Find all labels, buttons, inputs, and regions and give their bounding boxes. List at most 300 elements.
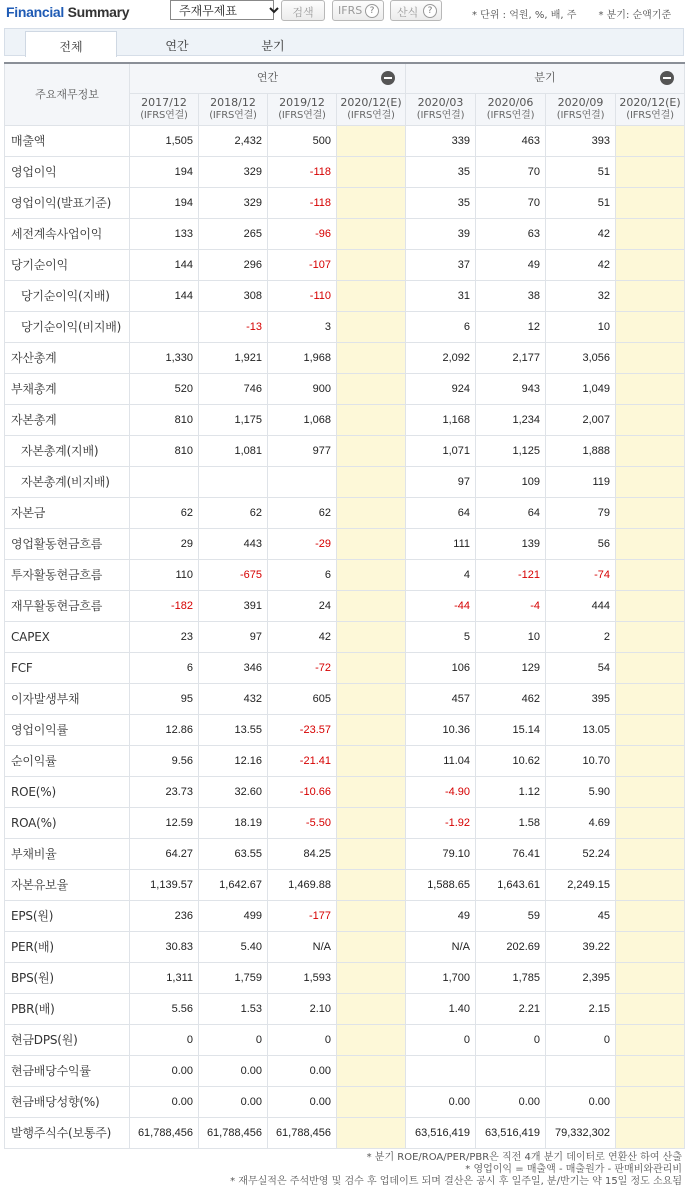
- table-cell: 463: [476, 125, 546, 156]
- table-cell: 1,139.57: [130, 869, 199, 900]
- table-cell: 1,888: [546, 435, 616, 466]
- tab-all[interactable]: 전체: [25, 31, 117, 57]
- table-cell: 144: [130, 280, 199, 311]
- statement-type-select[interactable]: [170, 0, 274, 20]
- table-cell: 54: [546, 652, 616, 683]
- table-cell: [337, 1086, 406, 1117]
- table-cell: 70: [476, 156, 546, 187]
- table-cell: 1.40: [406, 993, 476, 1024]
- table-cell: 462: [476, 683, 546, 714]
- table-cell: 70: [476, 187, 546, 218]
- tab-quarter[interactable]: 분기: [261, 39, 285, 53]
- quarter-group-header: [406, 63, 685, 93]
- table-cell: [616, 993, 685, 1024]
- table-cell: [616, 528, 685, 559]
- table-row: [5, 404, 685, 435]
- table-cell: 76.41: [476, 838, 546, 869]
- column-header: [337, 93, 406, 125]
- row-label: 자본총계: [5, 404, 130, 435]
- table-cell: 432: [199, 683, 268, 714]
- quarter-group-label: 분기: [534, 71, 556, 85]
- table-cell: 746: [199, 373, 268, 404]
- table-cell: 1,469.88: [268, 869, 337, 900]
- column-period: 2017/12: [141, 96, 187, 109]
- table-cell: [337, 621, 406, 652]
- table-cell: 29: [130, 528, 199, 559]
- table-cell: -4: [476, 590, 546, 621]
- table-cell: [130, 311, 199, 342]
- table-cell: -29: [268, 528, 337, 559]
- table-row: [5, 900, 685, 931]
- brand-financial: Financial: [6, 4, 64, 20]
- table-cell: [337, 187, 406, 218]
- table-row: [5, 869, 685, 900]
- page-title: [6, 4, 129, 20]
- table-cell: 924: [406, 373, 476, 404]
- table-cell: -5.50: [268, 807, 337, 838]
- table-cell: 56: [546, 528, 616, 559]
- table-cell: 1,968: [268, 342, 337, 373]
- table-cell: 810: [130, 435, 199, 466]
- ifrs-help-button[interactable]: [332, 0, 384, 21]
- table-cell: 0.00: [199, 1055, 268, 1086]
- table-cell: -675: [199, 559, 268, 590]
- table-row: [5, 652, 685, 683]
- table-cell: 110: [130, 559, 199, 590]
- table-cell: 37: [406, 249, 476, 280]
- table-cell: 106: [406, 652, 476, 683]
- table-cell: 5.90: [546, 776, 616, 807]
- table-row: [5, 1024, 685, 1055]
- table-cell: 2: [546, 621, 616, 652]
- table-cell: [199, 466, 268, 497]
- table-cell: 6: [268, 559, 337, 590]
- table-row: [5, 1055, 685, 1086]
- column-basis: (IFRS연결): [416, 110, 465, 121]
- table-cell: [616, 559, 685, 590]
- table-cell: 5.40: [199, 931, 268, 962]
- table-cell: 129: [476, 652, 546, 683]
- table-cell: [337, 590, 406, 621]
- column-header: [406, 93, 476, 125]
- table-cell: 1,234: [476, 404, 546, 435]
- table-cell: [337, 869, 406, 900]
- table-cell: 49: [406, 900, 476, 931]
- statement-type-value: 주재무제표: [179, 4, 237, 18]
- table-cell: 265: [199, 218, 268, 249]
- table-cell: [616, 807, 685, 838]
- collapse-annual-icon[interactable]: [381, 71, 395, 85]
- table-cell: 11.04: [406, 745, 476, 776]
- table-cell: 62: [130, 497, 199, 528]
- row-label: 자본총계(지배): [5, 435, 130, 466]
- table-cell: 6: [130, 652, 199, 683]
- table-cell: [616, 373, 685, 404]
- row-label: 영업이익(발표기준): [5, 187, 130, 218]
- row-label: 자산총계: [5, 342, 130, 373]
- row-label: 영업이익률: [5, 714, 130, 745]
- row-label: 매출액: [5, 125, 130, 156]
- row-label: 현금DPS(원): [5, 1024, 130, 1055]
- table-cell: [616, 1117, 685, 1148]
- table-row: [5, 280, 685, 311]
- table-cell: [616, 280, 685, 311]
- table-cell: 111: [406, 528, 476, 559]
- column-header: [476, 93, 546, 125]
- table-cell: [337, 714, 406, 745]
- table-cell: 2.21: [476, 993, 546, 1024]
- column-period: 2020/12(E): [340, 96, 402, 109]
- table-cell: [337, 280, 406, 311]
- table-cell: 2.10: [268, 993, 337, 1024]
- table-cell: [546, 1055, 616, 1086]
- table-cell: 39: [406, 218, 476, 249]
- table-cell: [337, 404, 406, 435]
- table-cell: [616, 776, 685, 807]
- table-cell: [337, 931, 406, 962]
- table-cell: 79.10: [406, 838, 476, 869]
- table-cell: 9.56: [130, 745, 199, 776]
- table-cell: 900: [268, 373, 337, 404]
- table-cell: -72: [268, 652, 337, 683]
- row-label: 현금배당성향(%): [5, 1086, 130, 1117]
- row-label: 당기순이익: [5, 249, 130, 280]
- table-cell: 1.53: [199, 993, 268, 1024]
- table-cell: 1,068: [268, 404, 337, 435]
- table-cell: 63,516,419: [406, 1117, 476, 1148]
- ifrs-button-label: IFRS: [338, 4, 363, 17]
- table-cell: 0.00: [406, 1086, 476, 1117]
- table-cell: 62: [199, 497, 268, 528]
- table-cell: 1,049: [546, 373, 616, 404]
- table-cell: 500: [268, 125, 337, 156]
- table-cell: 1,175: [199, 404, 268, 435]
- row-label: 발행주식수(보통주): [5, 1117, 130, 1148]
- table-cell: 1,642.67: [199, 869, 268, 900]
- table-cell: 10.62: [476, 745, 546, 776]
- annual-group-header: [130, 63, 406, 93]
- table-cell: 2.15: [546, 993, 616, 1024]
- table-cell: 49: [476, 249, 546, 280]
- table-cell: [616, 187, 685, 218]
- column-basis: (IFRS연결): [556, 110, 605, 121]
- table-row: [5, 776, 685, 807]
- table-cell: 10: [546, 311, 616, 342]
- table-row: [5, 1117, 685, 1148]
- table-cell: 1.58: [476, 807, 546, 838]
- table-cell: [616, 1024, 685, 1055]
- table-cell: 1,081: [199, 435, 268, 466]
- table-row: [5, 528, 685, 559]
- column-header: [268, 93, 337, 125]
- table-cell: 32: [546, 280, 616, 311]
- table-cell: 6: [406, 311, 476, 342]
- table-cell: 1,593: [268, 962, 337, 993]
- table-cell: 18.19: [199, 807, 268, 838]
- table-cell: [337, 1024, 406, 1055]
- table-cell: 144: [130, 249, 199, 280]
- table-cell: [616, 311, 685, 342]
- table-cell: 52.24: [546, 838, 616, 869]
- table-cell: 0.00: [268, 1086, 337, 1117]
- table-cell: 1,311: [130, 962, 199, 993]
- table-cell: [268, 466, 337, 497]
- table-cell: 97: [406, 466, 476, 497]
- table-cell: [616, 900, 685, 931]
- footnote: * 재무실적은 주석반영 및 검수 후 업데이트 되며 결산은 공시 후 일주일, 분/반기는 약 15일 정도 소요됨: [230, 1176, 682, 1187]
- table-cell: 2,395: [546, 962, 616, 993]
- table-cell: 1,330: [130, 342, 199, 373]
- table-cell: 0: [130, 1024, 199, 1055]
- table-cell: 194: [130, 187, 199, 218]
- column-basis: (IFRS연결): [209, 110, 257, 121]
- table-cell: N/A: [268, 931, 337, 962]
- table-cell: 109: [476, 466, 546, 497]
- table-cell: [616, 621, 685, 652]
- row-label: 자본유보율: [5, 869, 130, 900]
- table-row: [5, 931, 685, 962]
- table-cell: 1,759: [199, 962, 268, 993]
- table-cell: 79,332,302: [546, 1117, 616, 1148]
- table-cell: 31: [406, 280, 476, 311]
- table-cell: -74: [546, 559, 616, 590]
- table-cell: 97: [199, 621, 268, 652]
- table-cell: [337, 342, 406, 373]
- table-cell: 42: [268, 621, 337, 652]
- table-cell: [616, 125, 685, 156]
- question-icon: ?: [423, 4, 437, 18]
- table-cell: 296: [199, 249, 268, 280]
- table-cell: -44: [406, 590, 476, 621]
- table-cell: [337, 528, 406, 559]
- table-cell: N/A: [406, 931, 476, 962]
- table-cell: 194: [130, 156, 199, 187]
- table-cell: 0.00: [546, 1086, 616, 1117]
- table-cell: 0.00: [199, 1086, 268, 1117]
- column-header: [616, 93, 685, 125]
- column-basis: (IFRS연결): [347, 110, 395, 121]
- table-cell: [616, 931, 685, 962]
- row-label: FCF: [5, 652, 130, 683]
- table-cell: 42: [546, 249, 616, 280]
- table-cell: 1,643.61: [476, 869, 546, 900]
- table-cell: [337, 466, 406, 497]
- table-cell: 977: [268, 435, 337, 466]
- table-cell: 64: [476, 497, 546, 528]
- table-cell: 1,168: [406, 404, 476, 435]
- table-cell: -121: [476, 559, 546, 590]
- row-label: 자본금: [5, 497, 130, 528]
- table-cell: 605: [268, 683, 337, 714]
- table-cell: [406, 1055, 476, 1086]
- table-cell: 84.25: [268, 838, 337, 869]
- table-cell: [616, 838, 685, 869]
- table-cell: [616, 435, 685, 466]
- table-cell: 499: [199, 900, 268, 931]
- table-cell: -21.41: [268, 745, 337, 776]
- table-cell: [616, 745, 685, 776]
- row-label: 부채총계: [5, 373, 130, 404]
- table-cell: -10.66: [268, 776, 337, 807]
- table-cell: 0: [199, 1024, 268, 1055]
- table-cell: [337, 838, 406, 869]
- table-cell: [337, 683, 406, 714]
- table-cell: 61,788,456: [199, 1117, 268, 1148]
- table-cell: [337, 559, 406, 590]
- table-cell: 1,588.65: [406, 869, 476, 900]
- table-cell: [337, 125, 406, 156]
- row-label: 세전계속사업이익: [5, 218, 130, 249]
- table-cell: [337, 776, 406, 807]
- column-basis: (IFRS연결): [626, 110, 674, 121]
- table-cell: 443: [199, 528, 268, 559]
- table-cell: 444: [546, 590, 616, 621]
- search-button[interactable]: [281, 0, 325, 21]
- table-cell: 2,007: [546, 404, 616, 435]
- table-cell: 45: [546, 900, 616, 931]
- table-cell: [616, 156, 685, 187]
- table-cell: 5: [406, 621, 476, 652]
- table-cell: 1,700: [406, 962, 476, 993]
- table-cell: 943: [476, 373, 546, 404]
- table-cell: [476, 1055, 546, 1086]
- table-cell: [616, 342, 685, 373]
- column-basis: (IFRS연결): [278, 110, 326, 121]
- table-cell: 2,092: [406, 342, 476, 373]
- table-row: [5, 342, 685, 373]
- table-cell: [130, 466, 199, 497]
- table-cell: 133: [130, 218, 199, 249]
- table-cell: -4.90: [406, 776, 476, 807]
- table-cell: 13.55: [199, 714, 268, 745]
- table-cell: [616, 714, 685, 745]
- table-cell: 39.22: [546, 931, 616, 962]
- table-row: [5, 807, 685, 838]
- column-header: [546, 93, 616, 125]
- table-row: [5, 590, 685, 621]
- search-button-label: 검색: [292, 6, 314, 19]
- table-cell: 339: [406, 125, 476, 156]
- table-row: [5, 962, 685, 993]
- table-cell: 35: [406, 156, 476, 187]
- row-label: BPS(원): [5, 962, 130, 993]
- table-row: [5, 497, 685, 528]
- table-cell: 79: [546, 497, 616, 528]
- table-cell: 64.27: [130, 838, 199, 869]
- table-cell: [616, 683, 685, 714]
- table-cell: 139: [476, 528, 546, 559]
- table-cell: [337, 156, 406, 187]
- table-cell: [337, 311, 406, 342]
- table-row: [5, 435, 685, 466]
- brand-summary: Summary: [67, 4, 130, 20]
- table-cell: [337, 993, 406, 1024]
- table-row: [5, 125, 685, 156]
- column-period: 2019/12: [279, 96, 325, 109]
- table-cell: 3: [268, 311, 337, 342]
- question-icon: ?: [365, 4, 379, 18]
- table-cell: [337, 962, 406, 993]
- table-cell: 520: [130, 373, 199, 404]
- table-cell: 346: [199, 652, 268, 683]
- table-cell: 202.69: [476, 931, 546, 962]
- period-tabs: [4, 28, 684, 56]
- table-cell: 0: [406, 1024, 476, 1055]
- row-label: 당기순이익(비지배): [5, 311, 130, 342]
- top-bar: [0, 0, 686, 26]
- table-cell: [616, 652, 685, 683]
- row-label: 영업이익: [5, 156, 130, 187]
- column-period: 2020/03: [417, 96, 464, 109]
- table-cell: 119: [546, 466, 616, 497]
- table-cell: 10.36: [406, 714, 476, 745]
- table-cell: [616, 466, 685, 497]
- table-cell: 12.16: [199, 745, 268, 776]
- row-label: ROA(%): [5, 807, 130, 838]
- table-cell: 51: [546, 187, 616, 218]
- table-cell: -182: [130, 590, 199, 621]
- row-label: PBR(배): [5, 993, 130, 1024]
- table-cell: 0: [546, 1024, 616, 1055]
- table-row: [5, 373, 685, 404]
- table-cell: 30.83: [130, 931, 199, 962]
- formula-help-button[interactable]: [390, 0, 442, 21]
- table-row: [5, 218, 685, 249]
- table-cell: 2,432: [199, 125, 268, 156]
- table-cell: 63: [476, 218, 546, 249]
- table-cell: 329: [199, 187, 268, 218]
- table-cell: [616, 404, 685, 435]
- table-cell: 61,788,456: [268, 1117, 337, 1148]
- table-cell: 3,056: [546, 342, 616, 373]
- row-label: 당기순이익(지배): [5, 280, 130, 311]
- table-cell: 10: [476, 621, 546, 652]
- table-cell: 38: [476, 280, 546, 311]
- table-cell: 329: [199, 156, 268, 187]
- unit-note: [472, 6, 671, 21]
- table-cell: 61,788,456: [130, 1117, 199, 1148]
- footnotes: [230, 1152, 682, 1188]
- column-period: 2020/06: [487, 96, 534, 109]
- row-label: 이자발생부채: [5, 683, 130, 714]
- table-row: [5, 1086, 685, 1117]
- table-row: [5, 745, 685, 776]
- table-cell: [616, 218, 685, 249]
- collapse-quarter-icon[interactable]: [660, 71, 674, 85]
- table-row: [5, 466, 685, 497]
- table-cell: [337, 807, 406, 838]
- unit-text: * 단위 : 억원, %, 배, 주: [472, 10, 577, 21]
- table-cell: 59: [476, 900, 546, 931]
- table-row: [5, 311, 685, 342]
- table-cell: 308: [199, 280, 268, 311]
- table-row: [5, 714, 685, 745]
- table-cell: [337, 435, 406, 466]
- column-basis: (IFRS연결): [486, 110, 535, 121]
- table-cell: [337, 745, 406, 776]
- table-cell: 13.05: [546, 714, 616, 745]
- tab-annual[interactable]: 연간: [165, 39, 189, 53]
- table-cell: [616, 497, 685, 528]
- table-cell: 4: [406, 559, 476, 590]
- table-cell: 62: [268, 497, 337, 528]
- table-cell: [616, 590, 685, 621]
- row-label: PER(배): [5, 931, 130, 962]
- table-cell: 12.86: [130, 714, 199, 745]
- table-cell: -177: [268, 900, 337, 931]
- table-cell: 15.14: [476, 714, 546, 745]
- table-cell: [337, 652, 406, 683]
